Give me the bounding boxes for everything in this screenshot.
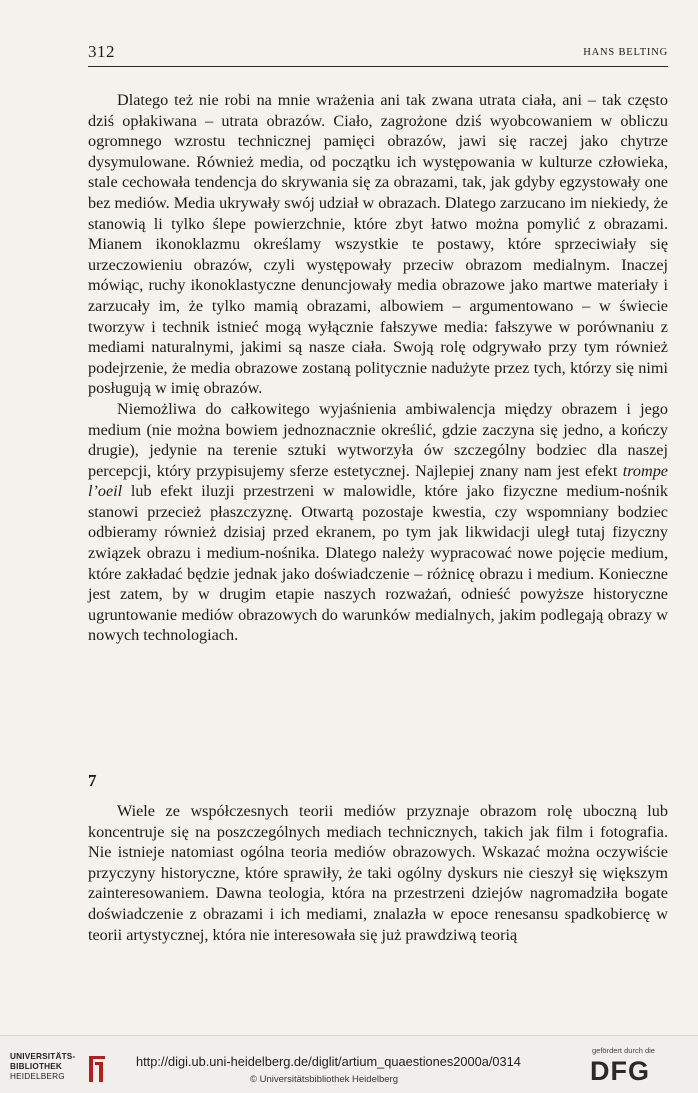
paragraph-2-italic: trompe l’oeil bbox=[88, 461, 668, 501]
page-header bbox=[88, 42, 668, 66]
viewer-footer bbox=[0, 1035, 698, 1093]
library-logo[interactable] bbox=[10, 1052, 120, 1088]
main-text bbox=[88, 90, 668, 646]
library-line-3: HEIDELBERG bbox=[10, 1072, 65, 1081]
paragraph-1: Dlatego też nie robi na mnie wrażenia ani tak zwana utrata ciała, ani – tak często dziś opłakiwana – utrata obrazów. Ciało, zagrożone dziś wyobcowaniem w obliczu ogromnego wzrostu technicznej pamięci obrazów, jawi się raczej jako chytrze dysymulowane. Również media, od początku ich występowania w kulturze człowieka, stale cechowała tendencja do skrywania się za obrazami, tak, jak gdyby egzystowały one bez mediów. Media ukrywały swój udział w obrazach. Dlatego zarzucano im niekiedy, że stanowią li tylko ślepe powierzchnie, które zbyt łatwo można pomylić z obrazami. Mianem ikonoklazmu określamy wszystkie te postawy, które sprzeciwiały się urzeczowieniu obrazów, czyli występowały przeciw obrazom medialnym. Inaczej mówiąc, ruchy ikonoklastyczne denuncjowały media obrazowe jako martwe materiały i zarzucały im, że tylko mamią obrazami, albowiem – argumentowano – w świecie tworzyw i technik istnieć mogą wyłącznie fałszywe media: fałszywe w porównaniu z mediami naturalnymi, jakimi są nasze ciała. Swoją rolę odgrywało przy tym również podejrzenie, że media obrazowe zostaną politycznie nadużyte przez tych, którzy się nimi posługują w imię obrazów. bbox=[88, 91, 668, 398]
dfg-funding-label: gefördert durch die bbox=[592, 1046, 655, 1055]
page-number: 312 bbox=[88, 42, 115, 61]
header-rule bbox=[88, 66, 668, 67]
dfg-logo[interactable] bbox=[590, 1046, 690, 1090]
permalink-url[interactable]: http://digi.ub.uni-heidelberg.de/diglit/artium_quaestiones2000a/0314 bbox=[136, 1054, 521, 1069]
dfg-wordmark: DFG bbox=[590, 1056, 650, 1086]
paragraph-2 bbox=[88, 399, 668, 646]
library-name bbox=[10, 1052, 75, 1082]
paragraph-2-part-a: Niemożliwa do całkowitego wyjaśnienia ambiwalencja między obrazem i jego medium (nie można bowiem jednoznacznie określić, gdzie zaczyna się jedno, a kończy drugie), jedynie na terenie sztuki wytworzyła ów szczególny bodziec dla naszej percepcji, który przypisujemy sferze estetycznej. Najlepiej znany nam jest efekt bbox=[88, 399, 668, 480]
copyright-notice: © Universitätsbibliothek Heidelberg bbox=[250, 1074, 398, 1085]
section-number: 7 bbox=[88, 771, 97, 790]
library-line-2: BIBLIOTHEK bbox=[10, 1062, 63, 1071]
paragraph-2-part-b: lub efekt iluzji przestrzeni w malowidle, które jako fizyczne medium-nośnik stanowi przecież płaszczyznę. Otwartą pozostaje kwestia, czy wspomniany bodziec odbieramy również dzisiaj przed ekranem, po tym jak likwidacji uległ tutaj fizyczny związek obrazu i medium-nośnika. Dlatego należy wypracować nowe pojęcie medium, które zakładać będzie jednak jako doświadczenie – różnicę obrazu i medium. Konieczne jest zatem, by w drugim etapie naszych rozważań, odnieść powyższe historyczne ugruntowanie mediów obrazowych do warunków medialnych, jakim podlegają obrazy w nowych technologiach. bbox=[88, 482, 668, 645]
section-paragraph: Wiele ze współczesnych teorii mediów przyznaje obrazom rolę uboczną lub koncentruje się na poszczególnych mediach technicznych, takich jak film i fotografia. Nie istnieje natomiast ogólna teoria mediów obrazowych. Wskazać można oczywiście przyczyny historyczne, które sprawiły, że taki ogólny dyskurs nie cieszył się większym zainteresowaniem. Dawna teologia, która na przestrzeni dziejów nagromadziła bogate doświadczenie z obrazami i ich mediami, znalazła w epoce renesansu spadkobiercę w teorii artystycznej, która nie interesowała się już prawdziwą teorią bbox=[88, 802, 668, 944]
library-emblem-icon bbox=[85, 1054, 109, 1084]
section-text bbox=[88, 801, 668, 945]
running-head: HANS BELTING bbox=[583, 47, 668, 58]
library-line-1: UNIVERSITÄTS- bbox=[10, 1052, 76, 1061]
